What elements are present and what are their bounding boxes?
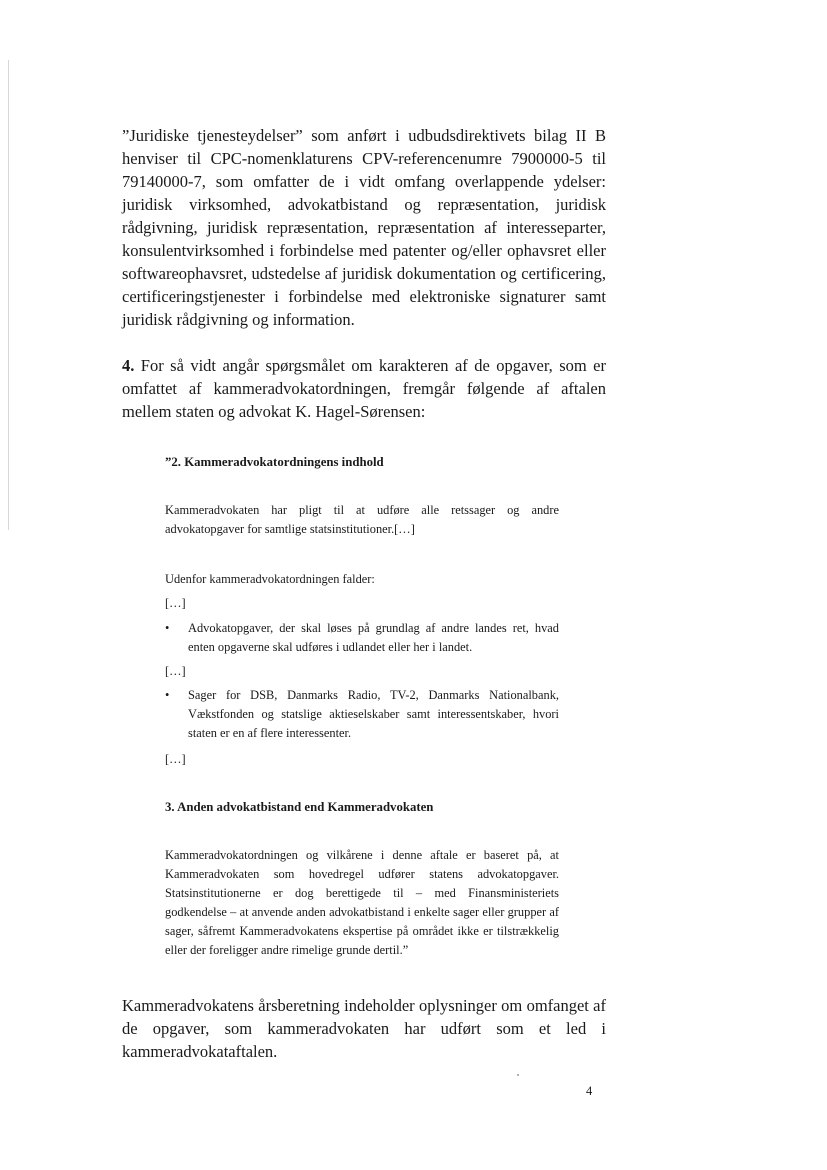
quote-ellipsis: […] (165, 664, 186, 678)
quote-bullet-sager (165, 686, 559, 743)
section-4-text: For så vidt angår spørgsmålet om karakteren af de opgaver, som er omfattet af kammeradvokatordningen, fremgår følgende af aftalen mellem staten og advokat K. Hagel-Sørensen: (122, 356, 606, 421)
quote-bullet-advokatopgaver (165, 619, 559, 657)
quote-heading-indhold: ”2. Kammeradvokatordningens indhold (165, 455, 384, 469)
paragraph-section-4 (122, 354, 606, 423)
bullet-mark: • (165, 688, 170, 702)
section-number: 4. (122, 356, 135, 375)
quote-paragraph-udenfor: Udenfor kammeradvokatordningen falder: (165, 572, 375, 586)
bullet-text: Sager for DSB, Danmarks Radio, TV-2, Danmarks Nationalbank, Vækstfonden og statslige aktieselskaber samt interessentskaber, hvori staten er en af flere interessenter. (188, 688, 559, 740)
quote-paragraph-pligt: Kammeradvokaten har pligt til at udføre alle retssager og andre advokatopgaver for samtlige statsinstitutioner.[…] (165, 503, 559, 536)
quote-ellipsis: […] (165, 596, 186, 610)
quote-heading-anden-advokatbistand: 3. Anden advokatbistand end Kammeradvokaten (165, 800, 434, 814)
quote-paragraph-kammeradvokatordningen: Kammeradvokatordningen og vilkårene i denne aftale er baseret på, at Kammeradvokaten som hovedregel udfører statens advokatopgaver. Statsinstitutionerne er dog berettigede til – med Finansministeriets godkendelse – at anvende anden advokatbistand i enkelte sager eller grupper af sager, såfremt Kammeradvokatens ekspertise på området ikke er tilstrækkelig eller der foreligger andre rimelige grunde dertil.” (165, 848, 559, 957)
page-number: 4 (586, 1084, 593, 1098)
scan-dot (517, 1074, 519, 1076)
paragraph-juridiske-tjenesteydelser: ”Juridiske tjenesteydelser” som anført i udbudsdirektivets bilag II B henviser til CPC-nomenklaturens CPV-referencenumre 7900000-5 til 79140000-7, som omfatter de i vidt omfang overlappende ydelser: juridisk virksomhed, advokatbistand og repræsentation, juridisk rådgivning, juridisk repræsentation, repræsentation af interesseparter, konsulentvirksomhed i forbindelse med patenter og/eller ophavsret eller softwareophavsret, udstedelse af juridisk dokumentation og certificering, certificeringstjenester i forbindelse med elektroniske signaturer samt juridisk rådgivning og information. (122, 126, 606, 329)
bullet-mark: • (165, 621, 170, 635)
bullet-text: Advokatopgaver, der skal løses på grundlag af andre landes ret, hvad enten opgaverne skal udføres i udlandet eller her i landet. (188, 621, 559, 654)
quote-ellipsis: […] (165, 752, 186, 766)
scan-edge-line (8, 60, 9, 530)
paragraph-aarsberetning: Kammeradvokatens årsberetning indeholder oplysninger om omfanget af de opgaver, som kammeradvokaten har udført som et led i kammeradvokataftalen. (122, 996, 606, 1061)
